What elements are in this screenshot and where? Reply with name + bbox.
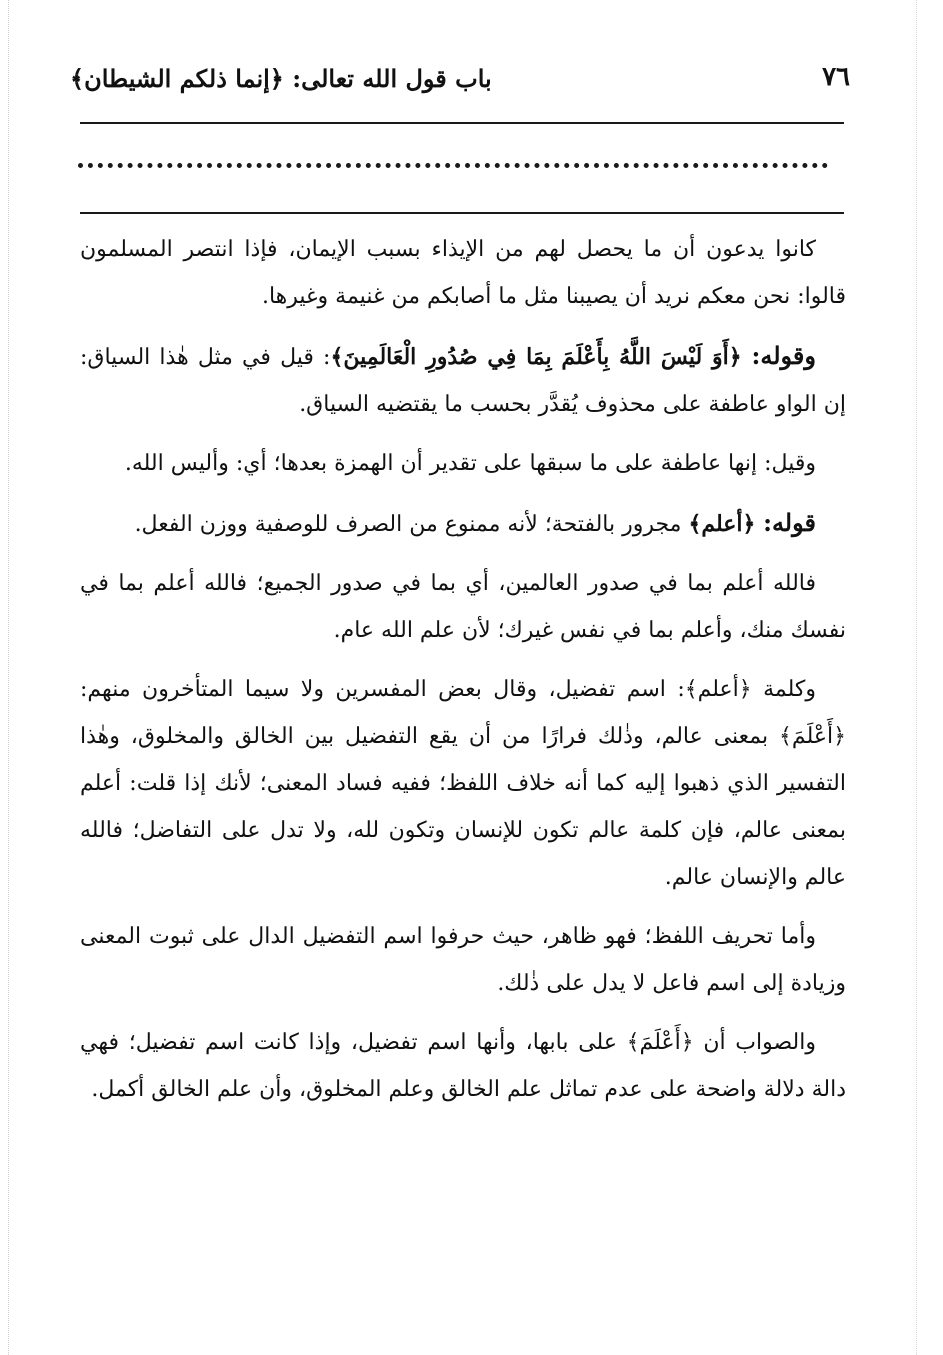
page-number: ٧٦ [822,62,850,92]
paragraph-text: والصواب أن ﴿أَعْلَمَ﴾ على بابها، وأنها اسم تفضيل، وإذا كانت اسم تفضيل؛ فهي دالة دلالة واضحة على عدم تماثل علم الخالق وعلم المخلوق، وأن علم الخالق أكمل. [80,1030,846,1102]
paragraph [80,1019,846,1113]
paragraph [80,666,846,901]
quran-quote: ﴿أعلم﴾ [688,511,764,537]
paragraph [80,440,846,487]
page-header [60,56,850,104]
header-rule [80,122,844,124]
paragraph-lead: وقوله: [751,341,816,370]
paragraph [80,913,846,1007]
quran-quote: ﴿أَوَ لَيْسَ اللَّهُ بِأَعْلَمَ بِمَا فِي صُدُورِ الْعَالَمِينَ﴾ [330,344,752,370]
paragraph-text: كانوا يدعون أن ما يحصل لهم من الإيذاء بسبب الإيمان، فإذا انتصر المسلمون قالوا: نحن معكم نريد أن يصيبنا مثل ما أصابكم من غنيمة وغيرها. [80,237,846,309]
running-title: باب قول الله تعالى: ﴿إنما ذلكم الشيطان﴾ [70,64,492,93]
paragraph [80,499,846,548]
paragraph [80,332,846,428]
scan-edge-right [916,0,918,1355]
paragraph [80,226,846,320]
paragraph-text: فالله أعلم بما في صدور العالمين، أي بما في صدور الجميع؛ فالله أعلم بما في نفسك منك، وأعلم بما في نفس غيرك؛ لأن علم الله عام. [80,571,846,643]
body-text [80,226,846,1125]
paragraph-text: : قيل في مثل هٰذا السياق: إن الواو عاطفة على محذوف يُقدَّر بحسب ما يقتضيه السياق. [80,345,846,417]
paragraph-text: مجرور بالفتحة؛ لأنه ممنوع من الصرف للوصفية ووزن الفعل. [134,512,689,537]
omission-dotted-line [78,163,828,168]
paragraph [80,560,846,654]
paragraph-text: وقيل: إنها عاطفة على ما سبقها على تقدير أن الهمزة بعدها؛ أي: وأليس الله. [124,451,816,476]
paragraph-lead: قوله: [763,508,816,537]
paragraph-text: وكلمة ﴿أعلم﴾: اسم تفضيل، وقال بعض المفسرين ولا سيما المتأخرون منهم: ﴿أَعْلَمَ﴾ بمعنى عالم، وذٰلك فرارًا من أن يقع التفضيل بين الخالق والمخلوق، وهٰذا التفسير الذي ذهبوا إليه كما أنه خلاف اللفظ؛ ففيه فساد المعنى؛ لأنك إذا قلت: أعلم بمعنى عالم، فإن كلمة عالم تكون للإنسان وتكون لله، ولا تدل على التفاضل؛ فالله عالم والإنسان عالم. [80,677,846,890]
paragraph-text: وأما تحريف اللفظ؛ فهو ظاهر، حيث حرفوا اسم التفضيل الدال على ثبوت المعنى وزيادة إلى اسم فاعل لا يدل على ذٰلك. [80,924,846,996]
separator-rule [80,212,844,214]
scan-edge-left [8,0,10,1355]
